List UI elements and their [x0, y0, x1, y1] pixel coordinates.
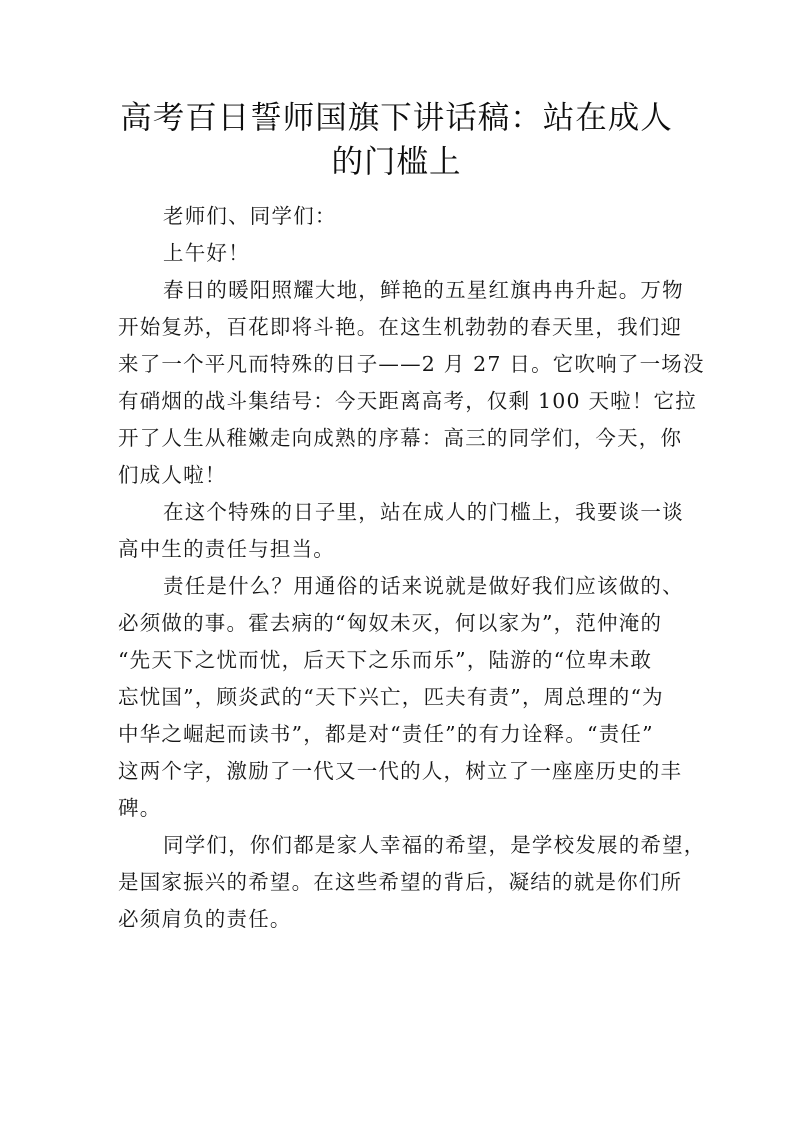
document-body: [118, 198, 706, 938]
text-line: 来了一个平凡而特殊的日子——2 月 27 日。它吹响了一场没: [118, 352, 705, 376]
paragraph-responsibility: [118, 568, 684, 827]
text-line: 这两个字，激励了一代又一代的人，树立了一座座历史的丰: [118, 759, 683, 783]
paragraph-topic: [118, 494, 684, 568]
text-line: “先天下之忧而忧，后天下之乐而乐”，陆游的“位卑未敢: [118, 648, 653, 672]
text-line: 中华之崛起而读书”，都是对“责任”的有力诠释。“责任”: [118, 722, 654, 746]
text-line: 老师们、同学们：: [163, 204, 337, 228]
text-line: 开始复苏，百花即将斗艳。在这生机勃勃的春天里，我们迎: [118, 315, 683, 339]
text-line: 是国家振兴的希望。在这些希望的背后，凝结的就是你们所: [118, 870, 683, 894]
text-line: 必须肩负的责任。: [118, 907, 292, 931]
title-line-2: 的门槛上: [331, 144, 462, 180]
text-line: 在这个特殊的日子里，站在成人的门槛上，我要谈一谈: [163, 500, 684, 524]
paragraph-greeting: [118, 235, 678, 272]
text-line: 开了人生从稚嫩走向成熟的序幕：高三的同学们，今天，你: [118, 426, 683, 450]
paragraph-opening: [118, 272, 705, 494]
paragraph-hope: [118, 827, 706, 938]
text-line: 责任是什么？用通俗的话来说就是做好我们应该做的、: [163, 574, 684, 598]
paragraph-salutation: [118, 198, 678, 235]
text-line: 忘忧国”，顾炎武的“天下兴亡，匹夫有责”，周总理的“为: [118, 685, 664, 709]
document-title: [100, 96, 693, 184]
text-line: 同学们，你们都是家人幸福的希望，是学校发展的希望，: [163, 833, 706, 857]
text-line: 碑。: [118, 796, 162, 820]
text-line: 高中生的责任与担当。: [118, 537, 335, 561]
text-line: 们成人啦！: [118, 463, 227, 487]
text-line: 必须做的事。霍去病的“匈奴未灭，何以家为”，范仲淹的: [118, 611, 663, 635]
text-line: 春日的暖阳照耀大地，鲜艳的五星红旗冉冉升起。万物: [163, 278, 684, 302]
text-line: 上午好！: [163, 241, 250, 265]
text-line: 有硝烟的战斗集结号：今天距离高考，仅剩 100 天啦！它拉: [118, 389, 697, 413]
title-line-1: 高考百日誓师国旗下讲话稿：站在成人: [120, 100, 673, 136]
